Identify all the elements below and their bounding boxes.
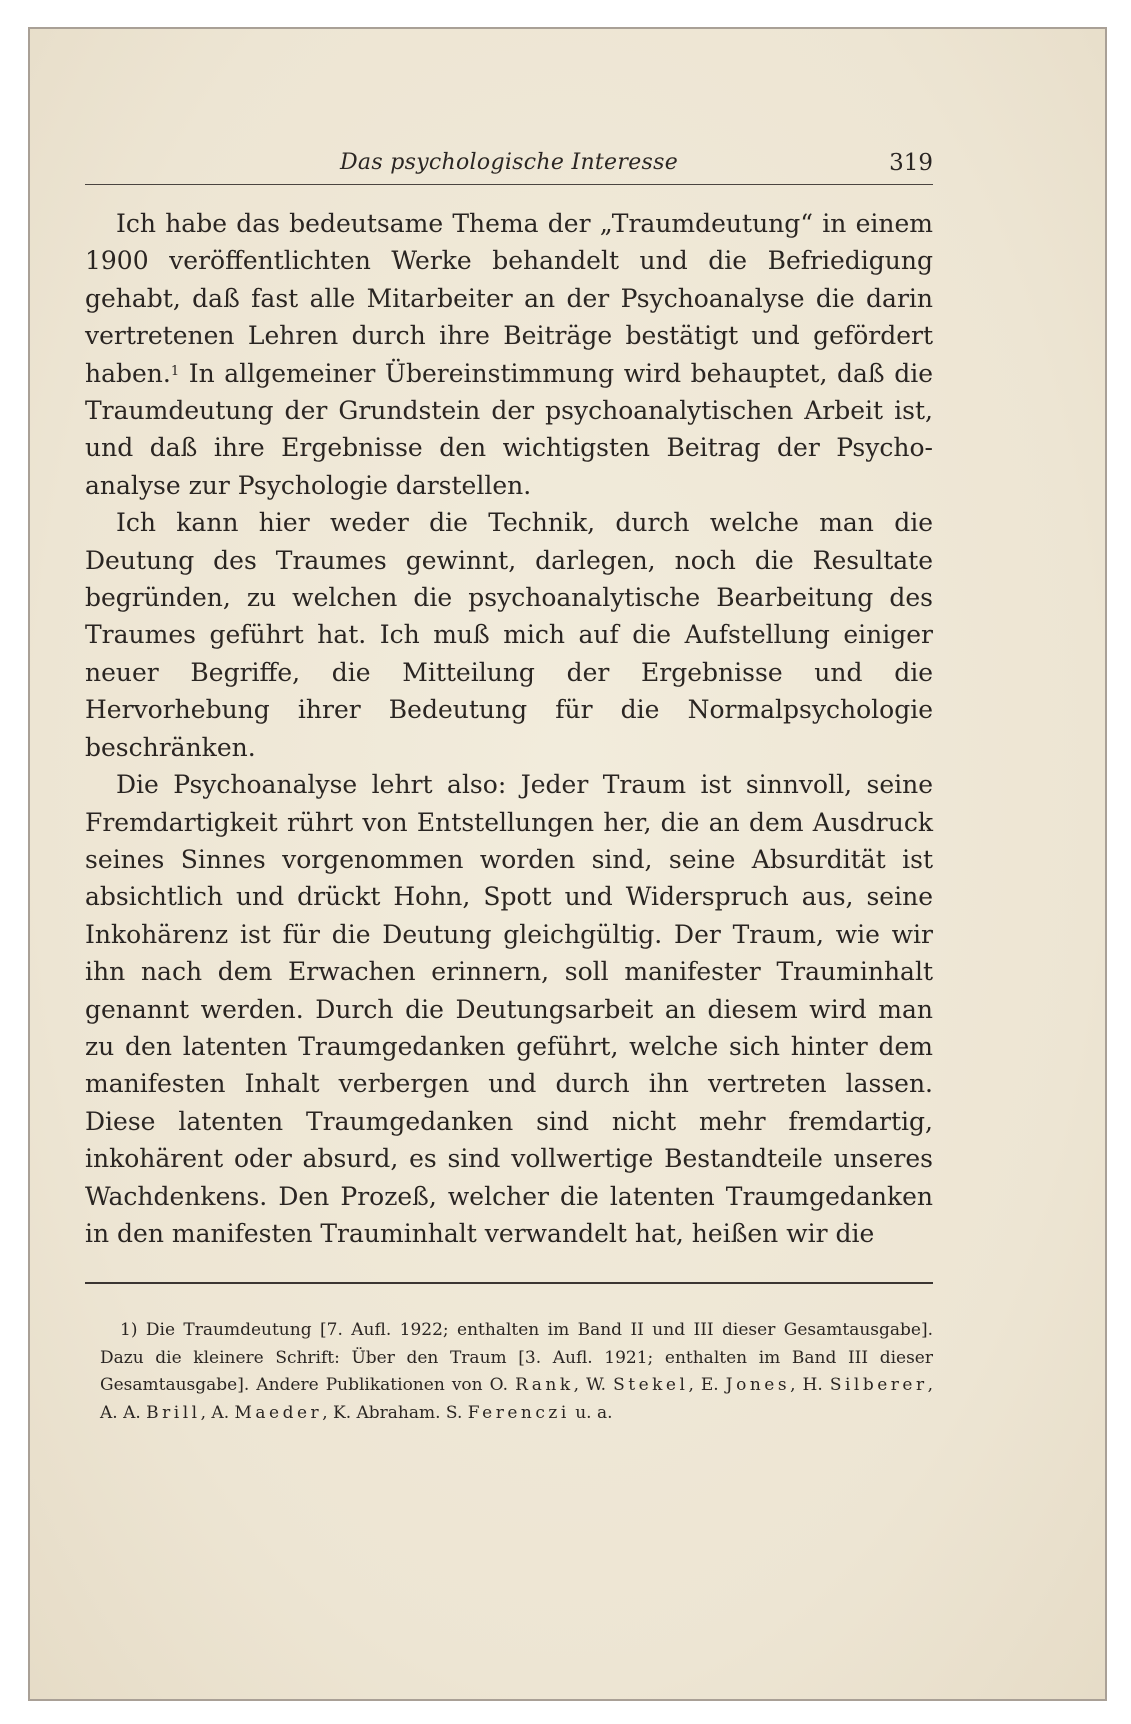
author-brill: Brill bbox=[146, 1402, 201, 1423]
footnote-reference: 1 bbox=[170, 363, 180, 379]
footnote bbox=[100, 1317, 933, 1427]
footnote-separator: , K. Abraham. S. bbox=[322, 1402, 463, 1423]
footnote-separator: , W. bbox=[573, 1375, 607, 1395]
author-stekel: Stekel bbox=[613, 1375, 689, 1395]
author-rank: Rank bbox=[515, 1375, 574, 1395]
footnote-separator: , H. bbox=[790, 1375, 823, 1395]
paragraph-3: Die Psychoanalyse lehrt also: Jeder Traum ist sinnvoll, seine Fremdartigkeit rührt von Entstellungen her, die an dem Ausdruck seines Sinnes vorgenommen worden sind, seine Absurdität ist absichtlich und drückt Hohn, Spott und Widerspruch aus, seine Inkohärenz ist für die Deutung gleichgültig. Der Traum, wie wir ihn nach dem Erwachen erinnern, soll manifester Trauminhalt genannt werden. Durch die Deutungsarbeit an diesem wird man zu den latenten Traumgedanken geführt, welche sich hinter dem manifesten Inhalt verbergen und durch ihn vertreten lassen. Diese latenten Traumgedanken sind nicht mehr fremdartig, inkohärent oder absurd, es sind vollwertige Bestandteile unseres Wachdenkens. Den Prozeß, welcher die latenten Traumgedanken in den manifesten Trauminhalt verwandelt hat, heißen wir die bbox=[85, 770, 933, 1248]
author-maeder: Maeder bbox=[234, 1402, 323, 1423]
footnote-1 bbox=[100, 1317, 933, 1427]
paragraph-2: Ich kann hier weder die Technik, durch welche man die Deutung des Traumes gewinnt, darlegen, noch die Resultate begründen, zu welchen die psychoanalytische Bearbeitung des Traumes geführt hat. Ich muß mich auf die Aufstellung einiger neuer Begriffe, die Mitteilung der Ergebnisse und die Hervorhebung ihrer Bedeutung für die Normalpsychologie beschränken. bbox=[85, 508, 933, 762]
author-silberer: Silberer bbox=[829, 1375, 928, 1395]
body-text bbox=[85, 205, 933, 1252]
footnote-separator: , E. bbox=[688, 1375, 719, 1395]
paragraph-1 bbox=[85, 205, 933, 504]
footnote-end: u. a. bbox=[575, 1402, 613, 1423]
author-ferenczi: Ferenczi bbox=[467, 1402, 570, 1423]
paragraph-1-text: Ich habe das bedeutsame Thema der „Traumdeutung“ in einem 1900 veröffentlichten Werke behandelt und die Befriedigung gehabt, daß fast alle Mitarbeiter an der Psychoanalyse die darin vertretenen Lehren durch ihre Beiträge bestätigt und gefördert haben. bbox=[85, 209, 933, 388]
running-head bbox=[85, 150, 933, 185]
footnote-separator: , A. bbox=[200, 1402, 230, 1423]
author-jones: Jones bbox=[725, 1375, 791, 1395]
footnote-text: Die Traumdeutung [7. Aufl. 1922; enthalten im Band II und III dieser Gesamtausgabe]. Dazu die kleinere Schrift: Über den Traum [3. Aufl. 1921; enthalten im Band III dieser Gesamtausgabe]. Andere Publikationen von O. bbox=[100, 1320, 933, 1395]
footnote-divider bbox=[85, 1282, 933, 1284]
running-title: Das psychologische Interesse bbox=[339, 150, 679, 175]
footnote-separator: , A. A. bbox=[100, 1375, 934, 1423]
footnote-marker: 1) bbox=[120, 1320, 138, 1340]
paragraph-1-continuation: In allgemeiner Übereinstimmung wird behauptet, daß die Traumdeutung der Grundstein der psychoanalytischen Arbeit ist, und daß ihre Ergebnisse den wichtigsten Beitrag der Psychoanalyse zur Psychologie darstellen. bbox=[85, 358, 933, 500]
page-number: 319 bbox=[889, 150, 933, 176]
